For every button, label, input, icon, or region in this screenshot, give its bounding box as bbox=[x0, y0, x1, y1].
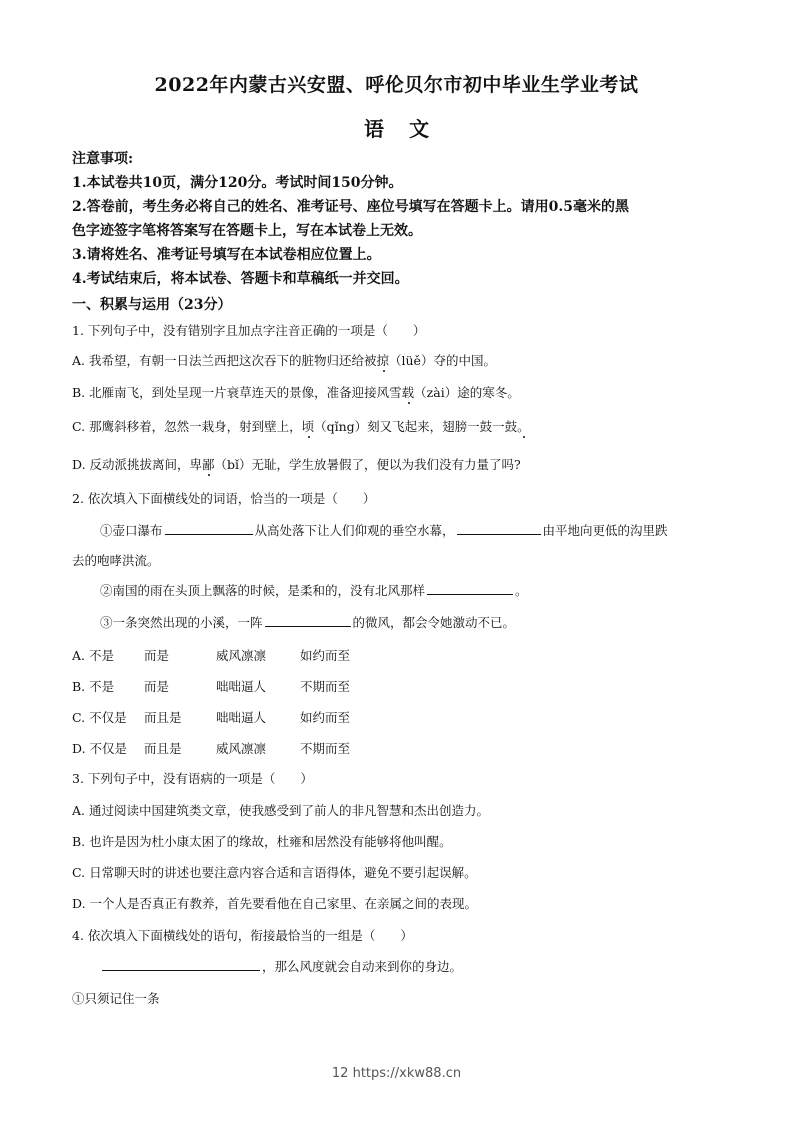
notice-item-2-cont: 色字迹签字笔将答案写在答题卡上，写在本试卷上无效。 bbox=[72, 223, 422, 239]
option-text: C. 那鹰斜移着，忽然一栽身，射到壁上， bbox=[72, 419, 302, 434]
subject-title: 语 文 bbox=[364, 117, 429, 141]
dotted-char: 顷 bbox=[301, 419, 315, 434]
q4-sentence bbox=[100, 956, 720, 978]
q3-option-d: D. 一个人是否真正有教养，首先要看他在自己家里、在亲属之间的表现。 bbox=[72, 896, 478, 911]
option-word: 而且是 bbox=[144, 741, 182, 756]
option-word: 咄咄逼人 bbox=[216, 679, 267, 694]
option-text: （qǐng）刻又飞起来，翅膀一鼓一鼓 bbox=[314, 419, 518, 434]
option-word: 如约而至 bbox=[300, 710, 351, 725]
option-text: D. 反动派挑拔离间，卑 bbox=[72, 457, 203, 472]
notice-heading: 注意事项: bbox=[72, 151, 134, 167]
q2-sentence-1-cont: 去的咆哮洪流。 bbox=[72, 553, 160, 568]
q1-option-c bbox=[72, 416, 732, 438]
page-footer: 12 https://xkw88.cn bbox=[331, 1066, 462, 1081]
page-title: 2022年内蒙古兴安盟、呼伦贝尔市初中毕业生学业考试 bbox=[154, 74, 639, 96]
option-word: 而且是 bbox=[144, 710, 182, 725]
notice-item-3: 3.请将姓名、准考证号填写在本试卷相应位置上。 bbox=[72, 247, 381, 263]
sentence-text: 从高处落下让人们仰观的垂空水幕， bbox=[254, 523, 455, 538]
sentence-text: ，那么风度就会自动来到你的身边。 bbox=[262, 959, 463, 974]
q2-sentence-1 bbox=[100, 520, 720, 542]
option-word: C. 不仅是 bbox=[72, 710, 127, 725]
answer-blank bbox=[457, 520, 541, 535]
option-word: 不期而至 bbox=[300, 741, 351, 756]
q3-stem: 3. 下列句子中，没有语病的一项是（ ） bbox=[72, 771, 313, 786]
dotted-char: 鄙 bbox=[202, 457, 215, 472]
answer-blank bbox=[102, 956, 260, 971]
q2-stem: 2. 依次填入下面横线处的词语，恰当的一项是（ ） bbox=[72, 491, 376, 506]
option-word: 威风凛凛 bbox=[216, 648, 267, 663]
option-word: 不期而至 bbox=[300, 679, 351, 694]
option-word: 咄咄逼人 bbox=[216, 710, 267, 725]
q1-option-a bbox=[72, 350, 732, 372]
sentence-text: 。 bbox=[515, 583, 528, 598]
notice-item-1: 1.本试卷共10页，满分120分。考试时间150分钟。 bbox=[72, 175, 403, 191]
sentence-text: 由平地向更低的沟里跌 bbox=[542, 523, 668, 538]
q2-sentence-3 bbox=[100, 612, 720, 634]
q1-option-d bbox=[72, 454, 732, 476]
q1-option-b bbox=[72, 382, 732, 404]
q2-option-d bbox=[72, 738, 732, 760]
sentence-text: 的微风，都会令她激动不已。 bbox=[352, 615, 516, 630]
option-word: A. 不是 bbox=[72, 648, 114, 663]
q2-option-c bbox=[72, 707, 732, 729]
q2-sentence-2 bbox=[100, 580, 720, 602]
option-text: （zài）途的寒冬。 bbox=[414, 385, 520, 400]
option-word: 而是 bbox=[144, 679, 170, 694]
q3-option-c: C. 日常聊天时的讲述也要注意内容合适和言语得体，避免不要引起误解。 bbox=[72, 865, 477, 880]
q4-stem: 4. 依次填入下面横线处的语句，衔接最恰当的一组是（ ） bbox=[72, 928, 413, 943]
option-text: （bǐ）无耻，学生放暑假了，便以为我们没有力量了吗? bbox=[214, 457, 521, 472]
q2-option-b bbox=[72, 676, 732, 698]
answer-blank bbox=[265, 612, 351, 627]
option-text: B. 北雁南飞，到处呈现一片衰草连天的景像，准备迎接风雪 bbox=[72, 385, 402, 400]
dotted-char: 载 bbox=[401, 385, 415, 400]
option-text: （lüě）夺的中国。 bbox=[389, 353, 496, 368]
option-word: 威风凛凛 bbox=[216, 741, 267, 756]
sentence-text: ③一条突然出现的小溪，一阵 bbox=[100, 615, 263, 630]
q1-stem: 1. 下列句子中，没有错别字且加点字注音正确的一项是（ ） bbox=[72, 323, 426, 338]
sentence-text: ②南国的雨在头顶上飘落的时候，是柔和的，没有北风那样 bbox=[100, 583, 426, 598]
option-word: 如约而至 bbox=[300, 648, 351, 663]
notice-item-2: 2.答卷前，考生务必将自己的姓名、准考证号、座位号填写在答题卡上。请用0.5毫米的黑 bbox=[72, 199, 629, 215]
option-word: 而是 bbox=[144, 648, 170, 663]
notice-item-4: 4.考试结束后，将本试卷、答题卡和草稿纸一并交回。 bbox=[72, 271, 409, 287]
q3-option-b: B. 也许是因为杜小康太困了的缘故，杜雍和居然没有能够将他叫醒。 bbox=[72, 834, 452, 849]
q4-item-1: ①只须记住一条 bbox=[72, 991, 160, 1006]
dotted-char: 掠 bbox=[376, 353, 389, 368]
option-word: D. 不仅是 bbox=[72, 741, 128, 756]
q3-option-a: A. 通过阅读中国建筑类文章，使我感受到了前人的非凡智慧和杰出创造力。 bbox=[72, 803, 489, 818]
sentence-text: ①壶口瀑布 bbox=[100, 523, 163, 538]
answer-blank bbox=[165, 520, 253, 535]
dotted-char: 。 bbox=[517, 419, 530, 434]
option-text: A. 我希望，有朝一日法兰西把这次吞下的脏物归还给被 bbox=[72, 353, 377, 368]
section-heading: 一、积累与运用（23分） bbox=[72, 297, 232, 313]
answer-blank bbox=[427, 580, 513, 595]
option-word: B. 不是 bbox=[72, 679, 115, 694]
q2-option-a bbox=[72, 645, 732, 667]
